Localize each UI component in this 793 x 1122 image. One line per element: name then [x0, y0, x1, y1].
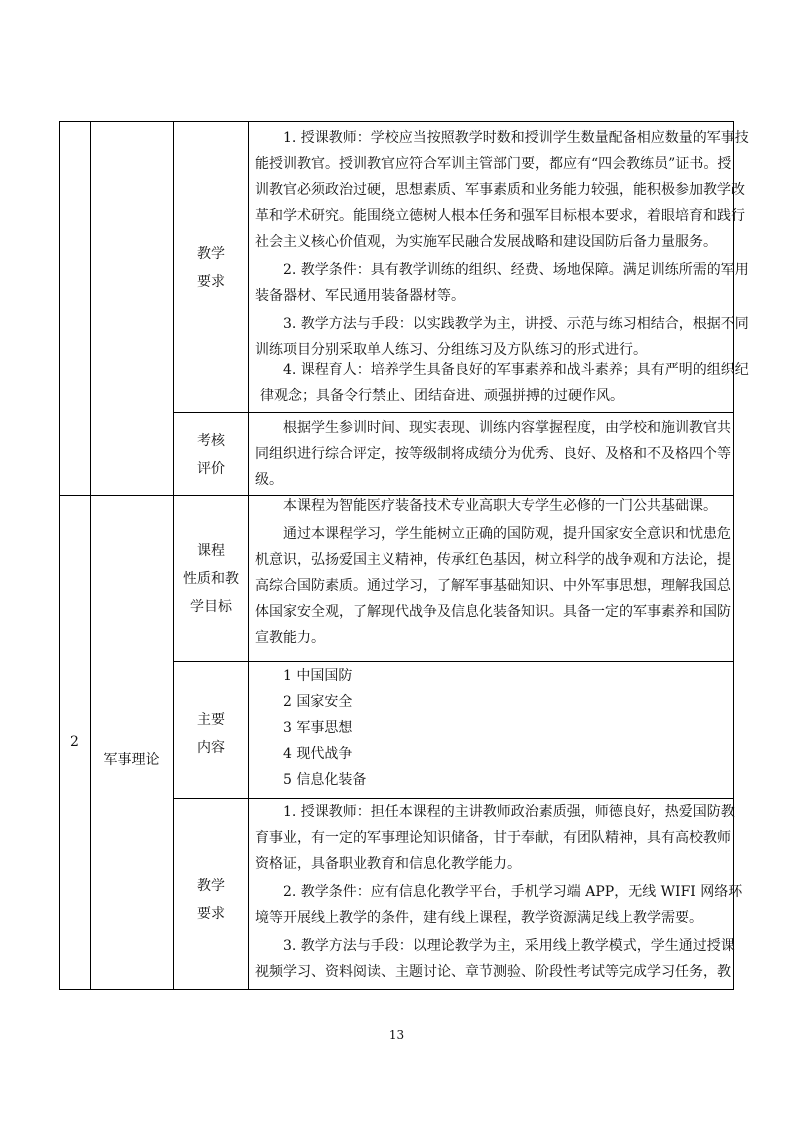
text-line: 高综合国防素质。通过学习，了解军事基础知识、中外军事思想，理解我国总	[255, 578, 731, 594]
text-line: 视频学习、资料阅读、主题讨论、章节测验、阶段性考试等完成学习任务，教	[255, 964, 731, 980]
label-line: 性质和教	[183, 571, 239, 587]
col-divider	[90, 121, 91, 990]
teaching-requirements-label-2	[174, 872, 248, 928]
list-item: 3 军事思想	[283, 720, 353, 736]
text-line: 根据学生参训时间、现实表现、训练内容掌握程度，由学校和施训教官共	[283, 420, 731, 436]
text-line: 1. 授课教师：担任本课程的主讲教师政治素质强，师德良好，热爱国防教	[283, 804, 735, 820]
text-line: 能授训教官。授训教官应符合军训主管部门要，都应有“四会教练员”证书。授	[255, 156, 732, 172]
text-line: 通过本课程学习，学生能树立正确的国防观，提升国家安全意识和忧患危	[283, 526, 731, 542]
table-border-right	[733, 121, 734, 990]
text-line: 2. 教学条件：应有信息化教学平台，手机学习端 APP，无线 WIFI 网络环	[283, 884, 743, 900]
text-line: 3. 教学方法与手段：以实践教学为主，讲授、示范与练习相结合，根据不同	[283, 316, 749, 332]
text-line: 本课程为智能医疗装备技术专业高职大专学生必修的一门公共基础课。	[283, 498, 717, 514]
list-item: 1 中国国防	[283, 668, 353, 684]
text-line: 同组织进行综合评定，按等级制将成绩分为优秀、良好、及格和不及格四个等	[255, 446, 731, 462]
label-line: 要求	[197, 906, 225, 922]
assessment-label	[174, 427, 248, 483]
row-divider	[173, 412, 734, 413]
text-line: 1. 授课教师：学校应当按照教学时数和授训学生数量配备相应数量的军事技	[283, 130, 749, 146]
text-line: 育事业，有一定的军事理论知识储备，甘于奉献，有团队精神，具有高校教师	[255, 830, 731, 846]
text-line: 3. 教学方法与手段：以理论教学为主，采用线上教学模式，学生通过授课	[283, 938, 735, 954]
row-divider	[173, 661, 734, 662]
text-line: 级。	[255, 472, 283, 488]
text-line: 革和学术研究。能围绕立德树人根本任务和强军目标根本要求，着眼培育和践行	[255, 208, 745, 224]
label-line: 内容	[197, 740, 225, 756]
text-line: 资格证，具备职业教育和信息化教学能力。	[255, 856, 521, 872]
main-content-label	[174, 706, 248, 762]
table-border-left	[59, 121, 60, 990]
course-name: 军事理论	[103, 752, 160, 768]
label-line: 教学	[197, 878, 225, 894]
text-line: 机意识，弘扬爱国主义精神，传承红色基因，树立科学的战争观和方法论，提	[255, 552, 731, 568]
text-line: 装备器材、军民通用装备器材等。	[255, 288, 465, 304]
text-line: 训教官必须政治过硬，思想素质、军事素质和业务能力较强，能积极参加教学改	[255, 182, 745, 198]
text-line: 社会主义核心价值观，为实施军民融合发展战略和建设国防后备力量服务。	[255, 234, 717, 250]
row-divider	[173, 798, 734, 799]
label-line: 教学	[197, 246, 225, 262]
label-line: 课程	[197, 543, 225, 559]
text-line: 宣教能力。	[255, 630, 325, 646]
list-item: 2 国家安全	[283, 694, 353, 710]
label-line: 评价	[197, 461, 225, 477]
list-item: 4 现代战争	[283, 746, 353, 762]
list-item: 5 信息化装备	[283, 772, 367, 788]
page-number: 13	[388, 1028, 405, 1042]
text-line: 律观念；具备令行禁止、团结奋进、顽强拼搏的过硬作风。	[260, 388, 624, 404]
text-line: 体国家安全观，了解现代战争及信息化装备知识。具备一定的军事素养和国防	[255, 604, 731, 620]
label-line: 学目标	[190, 599, 232, 615]
nature-objectives-label	[174, 537, 248, 621]
text-line: 训练项目分别采取单人练习、分组练习及方队练习的形式进行。	[255, 342, 647, 358]
label-line: 要求	[197, 274, 225, 290]
teaching-requirements-label	[174, 240, 248, 296]
table-border-bottom	[59, 989, 734, 990]
table-border-top	[59, 121, 734, 122]
row-number: 2	[70, 734, 79, 750]
text-line: 4. 课程育人：培养学生具备良好的军事素养和战斗素养；具有严明的组织纪	[283, 362, 749, 378]
text-line: 境等开展线上教学的条件，建有线上课程，教学资源满足线上教学需要。	[255, 910, 703, 926]
col-divider	[248, 121, 249, 990]
label-line: 主要	[197, 712, 225, 728]
label-line: 考核	[197, 433, 225, 449]
text-line: 2. 教学条件：具有教学训练的组织、经费、场地保障。满足训练所需的军用	[283, 262, 749, 278]
